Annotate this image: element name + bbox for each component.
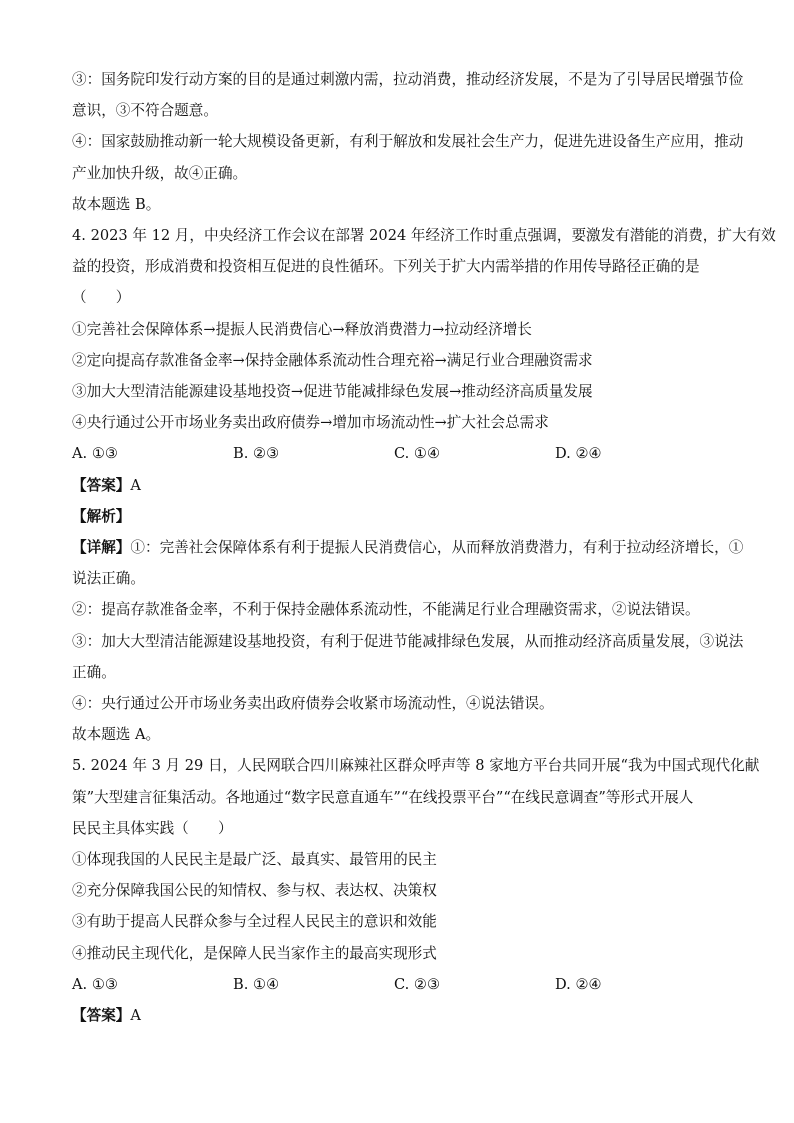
answer-value: A bbox=[130, 1007, 141, 1025]
answer-options bbox=[72, 969, 722, 1000]
question-4 bbox=[72, 220, 776, 750]
statement-item: ④央行通过公开市场业务卖出政府债券→增加市场流动性→扩大社会总需求 bbox=[72, 414, 549, 432]
detail-tag: 【详解】 bbox=[72, 539, 131, 557]
statement-item: ②定向提高存款准备金率→保持金融体系流动性合理充裕→满足行业合理融资需求 bbox=[72, 351, 593, 369]
question-5 bbox=[72, 750, 760, 1031]
statement-item: ②充分保障我国公民的知情权、参与权、表达权、决策权 bbox=[72, 882, 437, 900]
option-b: B. ②③ bbox=[233, 445, 280, 463]
answer-tag: 【答案】 bbox=[72, 1007, 131, 1025]
question-stem-line: 5. 2024 年 3 月 29 日，人民网联合四川麻辣社区群众呼声等 8 家地方平台共同开展“我为中国式现代化献 bbox=[72, 757, 760, 775]
conclusion-line: 故本题选 A。 bbox=[72, 726, 161, 744]
statement-item: ④推动民主现代化，是保障人民当家作主的最高实现形式 bbox=[72, 944, 437, 962]
answer-options bbox=[72, 438, 722, 469]
text-line: 意识，③不符合题意。 bbox=[72, 102, 218, 120]
detail-line: ②：提高存款准备金率，不利于保持金融体系流动性，不能满足行业合理融资需求，②说法错误。 bbox=[72, 601, 700, 619]
answer-line bbox=[72, 1000, 722, 1031]
conclusion-line: 故本题选 B。 bbox=[72, 195, 161, 213]
question-stem-line: 民民主具体实践（ ） bbox=[72, 819, 233, 837]
statement-item: ①完善社会保障体系→提振人民消费信心→释放消费潜力→拉动经济增长 bbox=[72, 320, 532, 338]
detail-line: ④：央行通过公开市场业务卖出政府债券会收紧市场流动性，④说法错误。 bbox=[72, 695, 554, 713]
option-d: D. ②④ bbox=[555, 445, 602, 463]
option-c: C. ②③ bbox=[394, 975, 441, 993]
detail-line: ③：加大大型清洁能源建设基地投资，有利于促进节能减排绿色发展，从而推动经济高质量发展，③说法 bbox=[72, 632, 744, 650]
prev-question-analysis bbox=[72, 64, 744, 220]
analysis-tag: 【解析】 bbox=[72, 507, 131, 525]
option-a: A. ①③ bbox=[72, 975, 118, 993]
text-line: 产业加快升级，故④正确。 bbox=[72, 164, 248, 182]
statement-item: ③有助于提高人民群众参与全过程人民民主的意识和效能 bbox=[72, 913, 437, 931]
option-c: C. ①④ bbox=[394, 445, 441, 463]
detail-text: ①：完善社会保障体系有利于提振人民消费信心，从而释放消费潜力，有利于拉动经济增长，① bbox=[130, 539, 744, 557]
question-stem-line: 4. 2023 年 12 月，中央经济工作会议在部署 2024 年经济工作时重点强调，要激发有潜能的消费，扩大有效 bbox=[72, 227, 776, 245]
question-stem-line: 策”大型建言征集活动。各地通过“数字民意直通车”“在线投票平台”“在线民意调查”等形式开展人 bbox=[72, 788, 694, 806]
answer-line bbox=[72, 470, 722, 501]
detail-line bbox=[72, 532, 744, 563]
question-stem-line: 益的投资，形成消费和投资相互促进的良性循环。下列关于扩大内需举措的作用传导路径正确的是 bbox=[72, 258, 700, 276]
statement-item: ①体现我国的人民民主是最广泛、最真实、最管用的民主 bbox=[72, 851, 437, 869]
text-line: ④：国家鼓励推动新一轮大规模设备更新，有利于解放和发展社会生产力，促进先进设备生产应用，推动 bbox=[72, 133, 744, 151]
detail-line: 说法正确。 bbox=[72, 570, 145, 588]
text-line: ③：国务院印发行动方案的目的是通过刺激内需，拉动消费，推动经济发展，不是为了引导居民增强节俭 bbox=[72, 71, 744, 88]
option-b: B. ①④ bbox=[233, 975, 280, 993]
option-a: A. ①③ bbox=[72, 445, 118, 463]
analysis-heading bbox=[72, 501, 722, 532]
question-blank: （ ） bbox=[72, 289, 131, 307]
detail-line: 正确。 bbox=[72, 663, 116, 681]
statement-item: ③加大大型清洁能源建设基地投资→促进节能减排绿色发展→推动经济高质量发展 bbox=[72, 383, 593, 401]
answer-value: A bbox=[130, 476, 141, 494]
answer-tag: 【答案】 bbox=[72, 476, 131, 494]
option-d: D. ②④ bbox=[555, 975, 602, 993]
